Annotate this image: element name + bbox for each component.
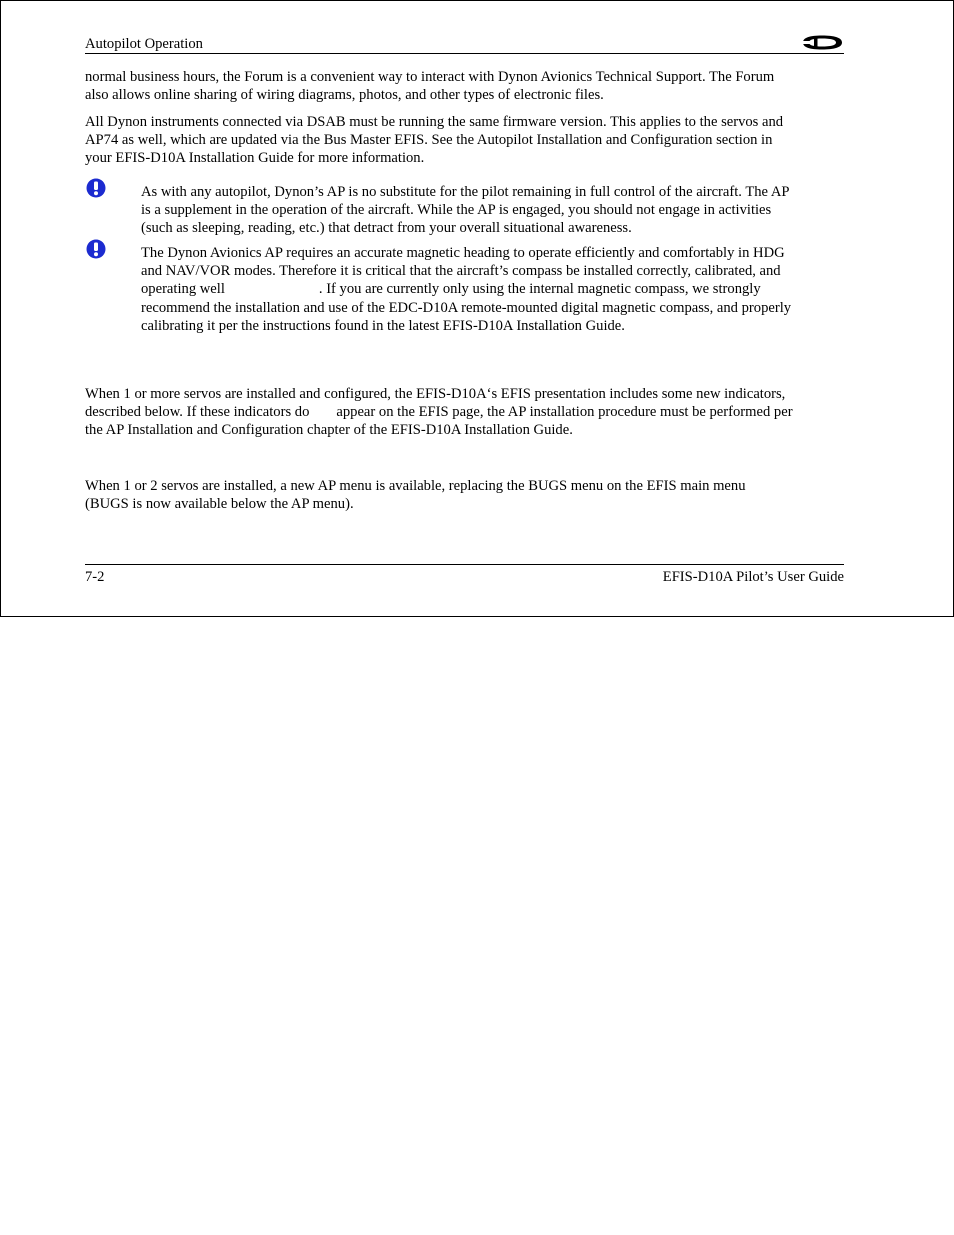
- warning-icon: [86, 178, 106, 198]
- paragraph-indicators: [85, 385, 847, 439]
- header-title: Autopilot Operation: [85, 36, 203, 52]
- warning-line: is a supplement in the operation of the aircraft. While the AP is engaged, you should not engage in activities: [141, 202, 772, 219]
- page-header: [85, 34, 844, 54]
- paragraph-ap-menu: [85, 477, 847, 513]
- paragraph-firmware: [85, 113, 847, 167]
- warning-line: As with any autopilot, Dynon’s AP is no substitute for the pilot remaining in full control of the aircraft. The AP: [141, 184, 790, 200]
- warning-line: . If you are currently only using the internal magnetic compass, we strongly: [318, 281, 761, 298]
- paragraph-line: When 1 or 2 servos are installed, a new AP menu is available, replacing the BUGS menu on the EFIS main menu: [85, 478, 746, 494]
- warning-compass-text: [141, 244, 845, 335]
- warning-line: The Dynon Avionics AP requires an accurate magnetic heading to operate efficiently and comfortably in HDG: [141, 245, 785, 261]
- guide-title: EFIS-D10A Pilot’s User Guide: [662, 569, 844, 585]
- document-page: [0, 0, 954, 617]
- page-footer: [85, 564, 844, 585]
- paragraph-line: described below. If these indicators do: [85, 404, 310, 420]
- warning-autopilot-text: [141, 183, 845, 238]
- warning-line: (such as sleeping, reading, etc.) that detract from your overall situational awareness.: [141, 220, 632, 237]
- paragraph-forum: [85, 68, 847, 104]
- warning-icon: [86, 239, 106, 259]
- dynon-logo-icon: [800, 34, 844, 51]
- paragraph-line: When 1 or more servos are installed and configured, the EFIS-D10A‘s EFIS presentation includes some new indicators,: [85, 386, 786, 402]
- paragraph-line: also allows online sharing of wiring diagrams, photos, and other types of electronic files.: [85, 87, 604, 103]
- warning-line: recommend the installation and use of the EDC-D10A remote-mounted digital magnetic compass, and properly: [141, 299, 792, 316]
- warning-line: calibrating it per the instructions found in the latest EFIS-D10A Installation Guide.: [141, 317, 625, 334]
- paragraph-line: All Dynon instruments connected via DSAB must be running the same firmware version. This applies to the servos and: [85, 114, 784, 130]
- paragraph-line: (BUGS is now available below the AP menu).: [85, 496, 354, 512]
- paragraph-line: normal business hours, the Forum is a convenient way to interact with Dynon Avionics Technical Support. The Forum: [85, 69, 775, 85]
- paragraph-line: the AP Installation and Configuration chapter of the EFIS-D10A Installation Guide.: [85, 422, 573, 438]
- paragraph-line: appear on the EFIS page, the AP installation procedure must be performed per: [336, 404, 793, 420]
- paragraph-line: AP74 as well, which are updated via the Bus Master EFIS. See the Autopilot Installation and Configuration section in: [85, 132, 773, 148]
- paragraph-line: your EFIS-D10A Installation Guide for more information.: [85, 150, 425, 166]
- warning-line: and NAV/VOR modes. Therefore it is critical that the aircraft’s compass be installed correctly, calibrated, and: [141, 263, 781, 280]
- warning-line: operating well: [141, 281, 225, 298]
- page-number: 7-2: [85, 569, 105, 585]
